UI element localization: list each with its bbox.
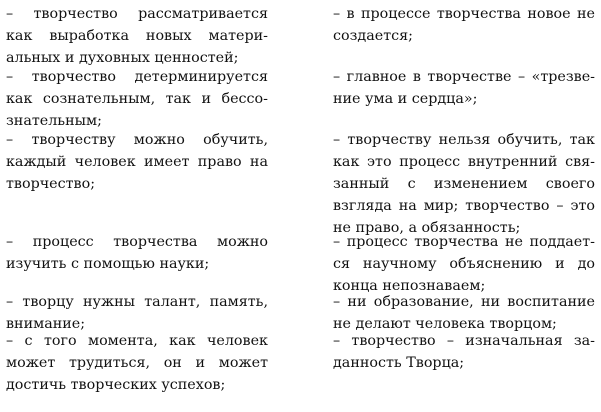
right-item-6-line-1: – творчество – изначальная за- (333, 333, 595, 349)
left-item-3-line-2: каждый человек имеет право на (6, 154, 268, 170)
left-item-4-line-1: – процесс творчества можно (6, 234, 268, 250)
left-item-3-line-3: творчество; (6, 176, 96, 192)
left-item-4-line-2: изучить с помощью науки; (6, 256, 210, 272)
right-item-3-line-1: – творчеству нельзя обучить, так (333, 132, 595, 148)
left-item-2-line-2: как сознательным, так и бессо- (6, 91, 268, 107)
right-item-4-line-2: ся научному объяснению и до (333, 256, 595, 272)
left-item-6-line-1: – с того момента, как человек (6, 333, 268, 349)
right-item-1 (333, 3, 595, 47)
right-item-5-line-1: – ни образование, ни воспитание (333, 294, 595, 310)
left-item-6-line-2: может трудиться, он и может (6, 355, 268, 371)
right-item-3-line-5: не право, а обязанность; (333, 220, 521, 236)
right-item-5-line-2: не делают человека творцом; (333, 316, 557, 332)
left-item-2-line-1: – творчество детерминируется (6, 69, 268, 85)
right-item-1-line-2: создается; (333, 28, 413, 44)
left-item-1-line-1: – творчество рассматривается (6, 6, 268, 22)
right-item-4-line-3: конца непознаваем; (333, 278, 486, 294)
left-item-2-line-3: знательным; (6, 113, 102, 129)
left-item-3 (6, 129, 268, 195)
left-item-4 (6, 231, 268, 275)
left-item-1 (6, 3, 268, 69)
right-item-4 (333, 231, 595, 297)
left-item-5-line-2: внимание; (6, 316, 86, 332)
right-item-6 (333, 330, 595, 374)
left-item-6 (6, 330, 268, 396)
right-item-6-line-2: данность Творца; (333, 355, 465, 371)
left-item-5 (6, 291, 268, 335)
right-item-2 (333, 66, 595, 110)
right-item-1-line-1: – в процессе творчества новое не (333, 6, 595, 22)
left-item-5-line-1: – творцу нужны талант, память, (6, 294, 268, 310)
right-item-2-line-2: ние ума и сердца»; (333, 91, 478, 107)
right-item-3-line-2: как это процесс внутренний свя- (333, 154, 595, 170)
left-item-1-line-3: альных и духовных ценностей; (6, 50, 239, 66)
right-item-3-line-3: занный с изменением своего (333, 176, 595, 192)
right-item-2-line-1: – главное в творчестве – «трезве- (333, 69, 595, 85)
left-item-6-line-3: достичь творческих успехов; (6, 377, 226, 393)
left-item-2 (6, 66, 268, 132)
left-item-1-line-2: как выработка новых матери- (6, 28, 268, 44)
right-item-5 (333, 291, 595, 335)
left-item-3-line-1: – творчеству можно обучить, (6, 132, 268, 148)
right-item-4-line-1: – процесс творчества не поддает- (333, 234, 595, 250)
right-item-3-line-4: взгляда на мир; творчество – это (333, 198, 595, 214)
right-item-3 (333, 129, 595, 239)
